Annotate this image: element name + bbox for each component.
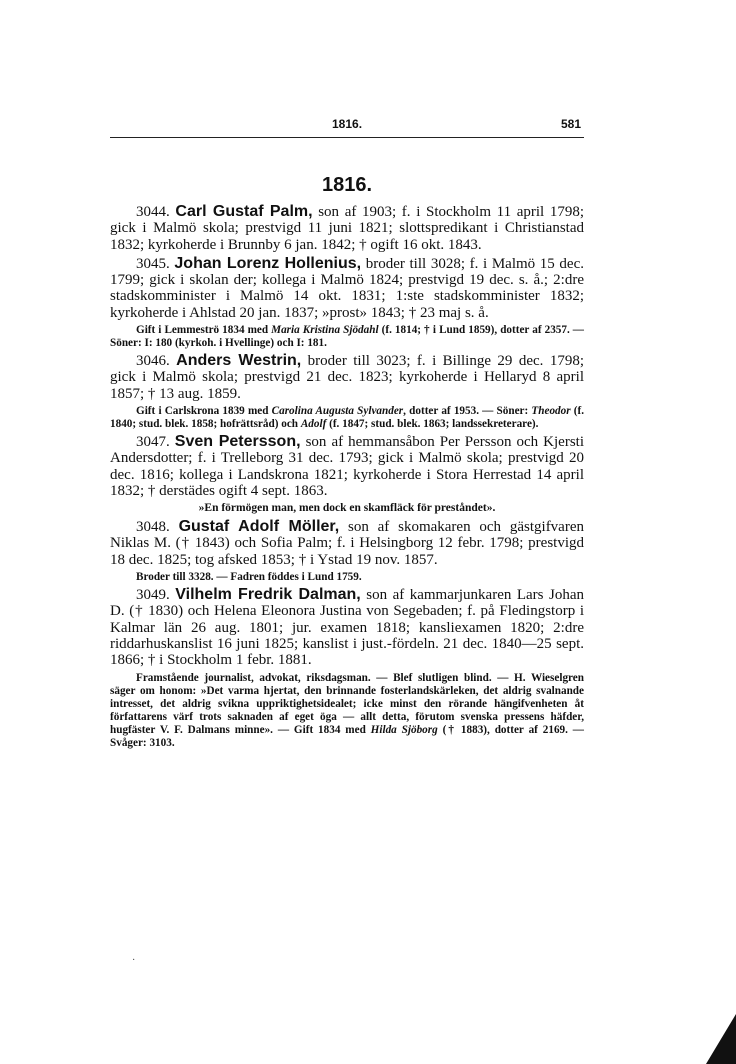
entry-number: 3046. — [136, 353, 170, 370]
entry-3046 — [110, 353, 584, 402]
note-text: (f. 1847; stud. blek. 1863; landssekreterare). — [326, 417, 539, 430]
page-corner-shadow — [706, 1014, 736, 1064]
entry-3044 — [110, 204, 584, 253]
entry-3045 — [110, 256, 584, 321]
note-text: Gift i Carlskrona 1839 med — [136, 404, 272, 417]
entry-name: Sven Petersson, — [174, 432, 301, 450]
book-page — [110, 117, 585, 749]
entry-text: son af 1903; f. i Stockholm 11 april 1798; gick i Malmö skola; prestvigd 11 juni 1821; slottspredikant i Christianstad 1832; kyrkoherde i Brunnby 6 jan. 1842; † ogift 16 okt. 1843. — [110, 204, 585, 253]
print-mark: · — [132, 955, 136, 966]
entries — [110, 204, 584, 753]
entry-number: 3044. — [136, 204, 170, 220]
entry-number: 3045. — [136, 255, 170, 272]
entry-note — [110, 324, 584, 350]
note-person: Adolf — [300, 417, 327, 430]
entry-name: Carl Gustaf Palm, — [175, 203, 313, 220]
note-text: (f. 1840; stud. blek. 1858; hofrättsråd) och — [110, 404, 585, 430]
note-text: Gift i Lemmeströ 1834 med — [136, 324, 272, 337]
entry-number: 3048. — [136, 519, 170, 536]
entry-3047 — [110, 434, 584, 499]
entry-quote: »En förmögen man, men dock en skamfläck för preståndet». — [198, 502, 496, 515]
page-number: 581 — [560, 117, 581, 131]
entry-3048 — [110, 519, 584, 568]
entry-text: broder till 3028; f. i Malmö 15 dec. 1799; gick i skolan der; kollega i Malmö 1824; prestvigd 19 dec. s. å.; 2:dre stadskomminister i Malmö 14 okt. 1831; 1:ste stadskomminister 1832; kyrkoherde i Ahlstad 20 jan. 1837; »prost» 1843; † 23 maj s. å. — [110, 255, 584, 321]
entry-name: Anders Westrin, — [176, 352, 302, 370]
entry-number: 3049. — [136, 587, 170, 604]
note-person: Maria Kristina Sjödahl — [271, 324, 379, 337]
entry-text: son af kammarjunkaren Lars Johan D. († 1830) och Helena Eleonora Justina von Segebaden; f. på Fledingstorp i Kalmar län 26 aug. 1801; jur. examen 1818; kansliexamen 1820; 2:dre riddarhuskanslist 16 juni 1825; kanslist i just.-fördeln. 21 dec. 1840—25 sept. 1866; † i Stockholm 1 febr. 1881. — [110, 587, 585, 669]
section-title: 1816. — [321, 174, 373, 196]
entry-text: broder till 3023; f. i Billinge 29 dec. 1798; gick i Malmö skola; prestvigd 21 dec. 1823; kyrkoherde i Hellaryd 8 april 1857; † 13 aug. 1859. — [110, 353, 584, 402]
entry-name: Vilhelm Fredrik Dalman, — [175, 586, 361, 604]
entry-text: son af skomakaren och gästgifvaren Niklas M. († 1843) och Sofia Palm; f. i Helsingborg 12 febr. 1798; prestvigd 18 dec. 1825; tog afsked 1853; † i Ystad 19 nov. 1857. — [110, 519, 584, 568]
note-person: Theodor — [531, 404, 571, 417]
header-year: 1816. — [332, 117, 363, 131]
entry-note — [110, 405, 584, 431]
entry-3049 — [110, 587, 584, 668]
note-text: Framstående journalist, advokat, riksdagsman. — Blef slutligen blind. — H. Wieselgren säger om honom: »Det varma hjertat, den brinnande fosterlandskärleken, det aldrig svalnande intresset, det aldrig svikna uppriktighetsidealet; icke minst den rörande hängifvenheten åt författarens värf trots saknaden af eget öga — allt detta, förutom svenska pressens häfder, hugfäster V. F. Dalmans minne». — Gift 1834 med — [110, 671, 584, 736]
note-text: († 1883), dotter af 2169. — Svåger: 3103. — [110, 723, 584, 749]
entry-note — [110, 672, 584, 750]
note-text: (f. 1814; † i Lund 1859), dotter af 2357. — Söner: I: 180 (kyrkoh. i Hvellinge) och I: 181. — [110, 324, 584, 350]
entry-name: Johan Lorenz Hollenius, — [174, 254, 362, 272]
entry-note: Broder till 3328. — Fadren föddes i Lund 1759. — [136, 571, 362, 584]
entry-name: Gustaf Adolf Möller, — [178, 518, 340, 536]
running-header — [110, 117, 584, 133]
note-person: Hilda Sjöborg — [370, 723, 438, 736]
header-rule — [110, 137, 584, 138]
entry-number: 3047. — [136, 433, 170, 450]
entry-text: son af hemmansåbon Per Persson och Kjersti Andersdotter; f. i Trelleborg 31 dec. 1793; gick i Malmö skola; prestvigd 20 dec. 1816; kollega i Landskrona 1821; kyrkoherde i Stora Herrestad 14 april 1832; † derstädes ogift 4 sept. 1863. — [110, 433, 585, 499]
note-text: , dotter af 1953. — Söner: — [403, 404, 532, 417]
note-person: Carolina Augusta Sylvander — [271, 404, 404, 417]
